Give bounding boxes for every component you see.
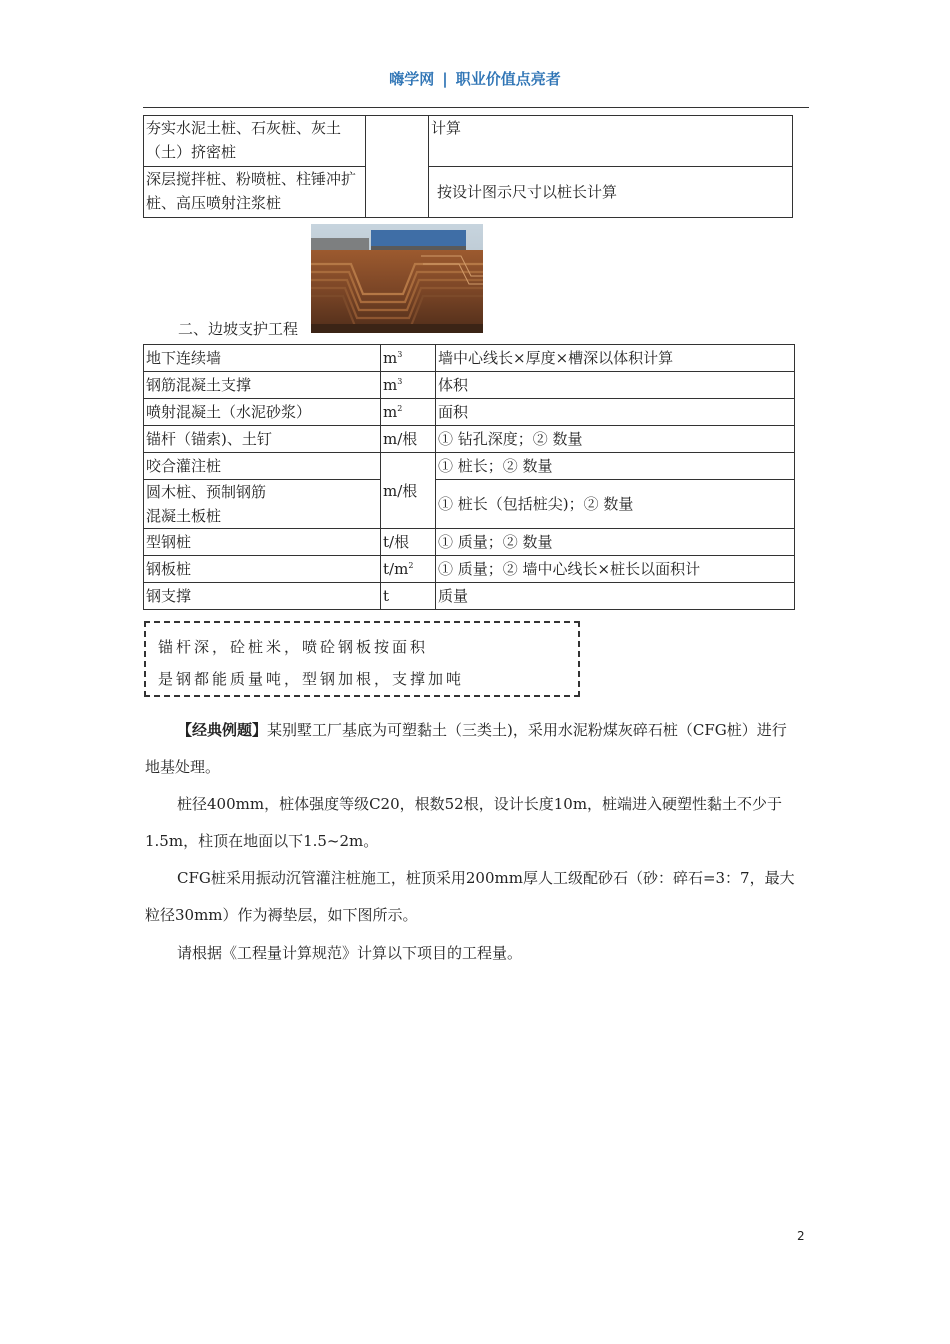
example-paragraph bbox=[145, 860, 795, 934]
table-row bbox=[144, 399, 795, 426]
example-paragraph bbox=[145, 712, 795, 786]
unit-cell: m/根 bbox=[381, 426, 436, 453]
item-name: 型钢桩 bbox=[144, 529, 381, 556]
unit-cell bbox=[366, 116, 429, 218]
item-name: 喷射混凝土（水泥砂浆） bbox=[144, 399, 381, 426]
table-row bbox=[144, 426, 795, 453]
calc-rule: ① 桩长（包括桩尖)；② 数量 bbox=[436, 480, 795, 529]
mnemonic-box bbox=[144, 621, 580, 697]
unit-cell: m/根 bbox=[381, 453, 436, 529]
page-header bbox=[0, 68, 950, 89]
unit-cell: $t/m^2$ bbox=[381, 556, 436, 583]
foundation-table bbox=[143, 115, 793, 218]
header-rule bbox=[143, 107, 809, 108]
item-name: 钢筋混凝土支撑 bbox=[144, 372, 381, 399]
table-row bbox=[144, 372, 795, 399]
site-name: 嗨学网 bbox=[389, 70, 435, 88]
example-label: 【经典例题】 bbox=[177, 721, 268, 739]
calc-rule: 计算 bbox=[429, 116, 793, 167]
example-paragraph bbox=[145, 786, 795, 860]
example-paragraph bbox=[145, 935, 795, 972]
calc-rule: ① 质量；② 数量 bbox=[436, 529, 795, 556]
calc-rule: 质量 bbox=[436, 583, 795, 610]
calc-rule: ① 桩长；② 数量 bbox=[436, 453, 795, 480]
item-name: 夯实水泥土桩、石灰桩、灰土（土）挤密桩 bbox=[144, 116, 366, 167]
calc-rule: ① 质量；② 墙中心线长×桩长以面积计 bbox=[436, 556, 795, 583]
example-text: 某别墅工厂基底为可塑黏土（三类土)，采用水泥粉煤灰碎石桩（CFG桩）进行地基处理。 bbox=[145, 721, 787, 776]
example-text: 桩径400mm，桩体强度等级C20，根数52根，设计长度10m，桩端进入硬塑性黏土不少于1.5m，柱顶在地面以下1.5~2m。 bbox=[145, 795, 783, 850]
item-name: 锚杆（锚索)、土钉 bbox=[144, 426, 381, 453]
table-row bbox=[144, 453, 795, 480]
calc-rule: 体积 bbox=[436, 372, 795, 399]
section-title: 二、边坡支护工程 bbox=[178, 320, 299, 338]
table-row bbox=[144, 583, 795, 610]
unit-cell: t/根 bbox=[381, 529, 436, 556]
table-row bbox=[144, 167, 793, 218]
calc-rule: 墙中心线长×厚度×槽深以体积计算 bbox=[436, 345, 795, 372]
table-row bbox=[144, 116, 793, 167]
steel-sheet-pile-photo bbox=[311, 224, 483, 333]
table-row bbox=[144, 529, 795, 556]
unit-cell: $m^2$ bbox=[381, 399, 436, 426]
site-slogan: 职业价值点亮者 bbox=[455, 70, 561, 88]
item-name-line: 混凝土板桩 bbox=[146, 507, 222, 525]
table-row bbox=[144, 480, 795, 529]
header-separator: | bbox=[442, 70, 448, 88]
item-name: 深层搅拌桩、粉喷桩、柱锤冲扩桩、高压喷射注浆桩 bbox=[144, 167, 366, 218]
mnemonic-line: 是钢都能质量吨，型钢加根，支撑加吨 bbox=[158, 670, 465, 688]
unit-cell: $m^3$ bbox=[381, 345, 436, 372]
item-name: 钢支撑 bbox=[144, 583, 381, 610]
unit-cell: $m^3$ bbox=[381, 372, 436, 399]
item-name: 咬合灌注桩 bbox=[144, 453, 381, 480]
item-name: 地下连续墙 bbox=[144, 345, 381, 372]
calc-rule: 面积 bbox=[436, 399, 795, 426]
mnemonic-line: 锚杆深，砼桩米，喷砼钢板按面积 bbox=[158, 638, 429, 656]
item-name: 钢板桩 bbox=[144, 556, 381, 583]
example-text: CFG桩采用振动沉管灌注桩施工，桩顶采用200mm厚人工级配砂石（砂：碎石=3：7，最大粒径30mm）作为褥垫层，如下图所示。 bbox=[145, 869, 795, 924]
item-name bbox=[144, 480, 381, 529]
table-row bbox=[144, 556, 795, 583]
calc-rule: 按设计图示尺寸以桩长计算 bbox=[429, 167, 793, 218]
page-number: 2 bbox=[797, 1229, 805, 1243]
calc-rule: ① 钻孔深度；② 数量 bbox=[436, 426, 795, 453]
table-row bbox=[144, 345, 795, 372]
unit-cell: t bbox=[381, 583, 436, 610]
example-text: 请根据《工程量计算规范》计算以下项目的工程量。 bbox=[177, 944, 523, 962]
item-name-line: 圆木桩、预制钢筋 bbox=[146, 483, 267, 501]
slope-support-table bbox=[143, 344, 795, 610]
